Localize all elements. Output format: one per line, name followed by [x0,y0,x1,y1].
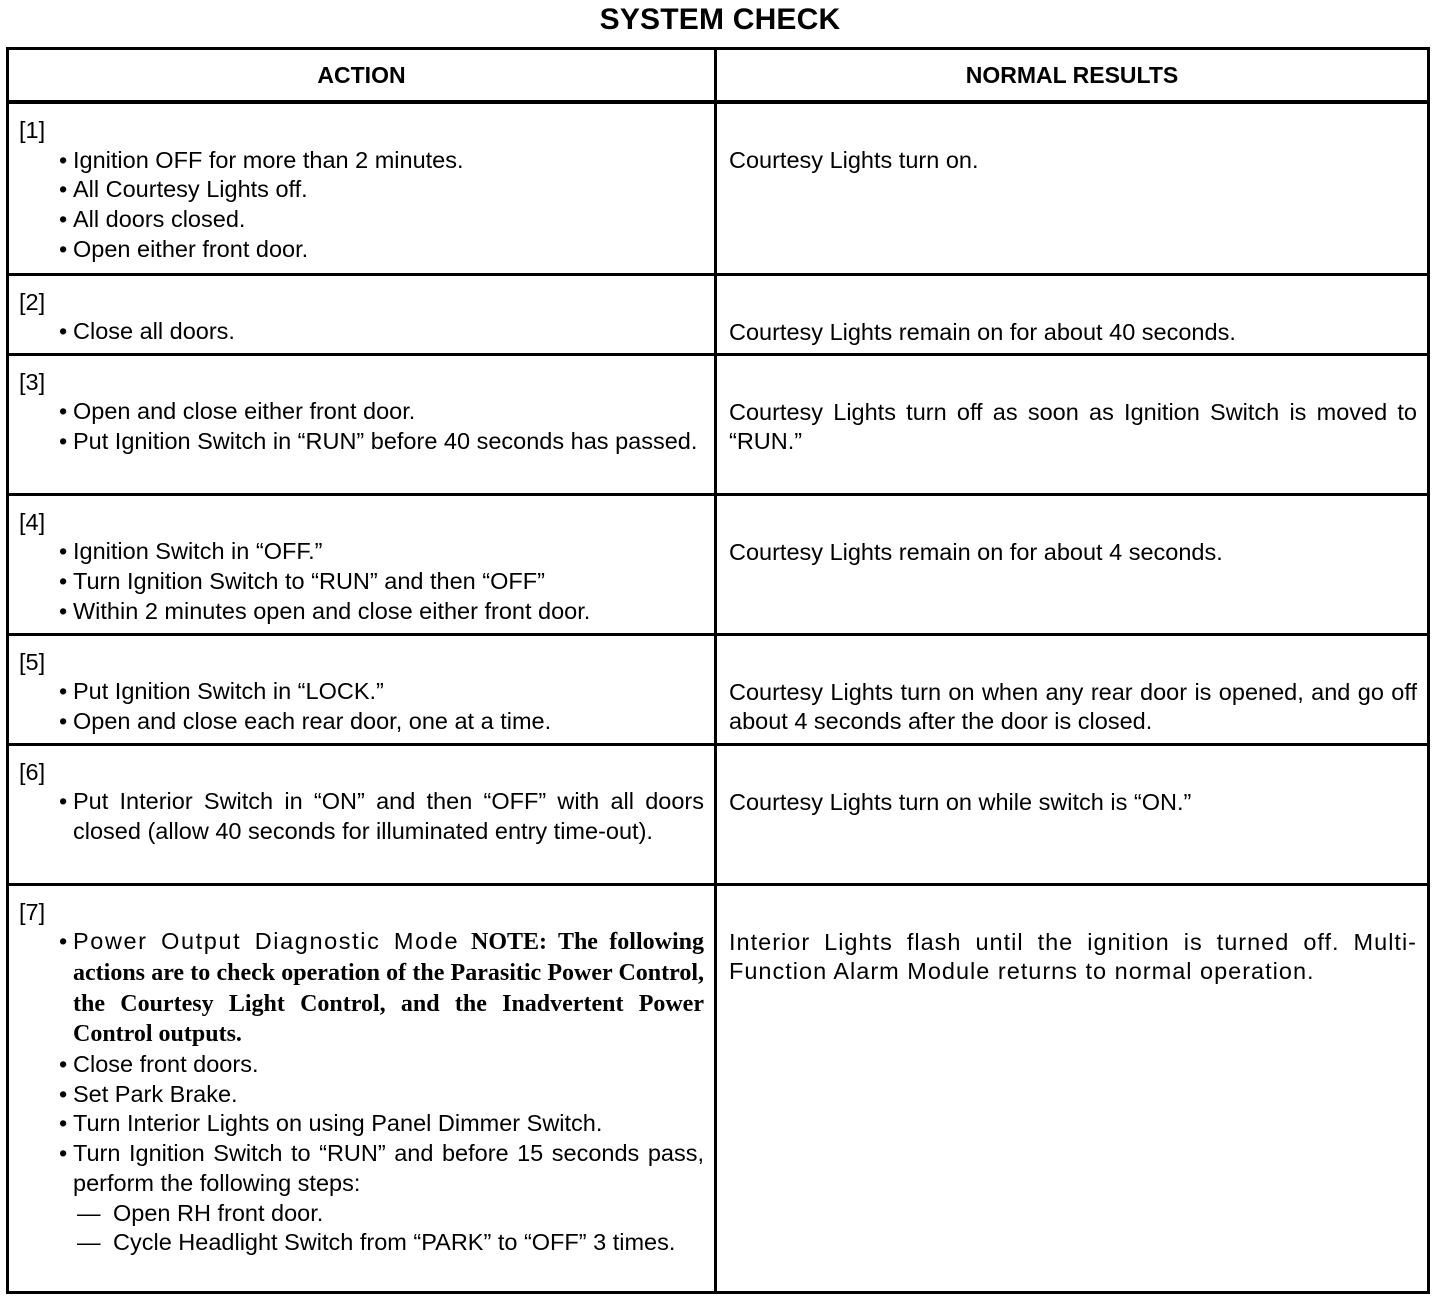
header-normal-results: NORMAL RESULTS [716,49,1429,103]
table-row-2 [8,274,1429,354]
action-cell-4 [8,494,716,634]
sub-step-text: Cycle Headlight Switch from “PARK” to “OFF” 3 times. [113,1229,676,1256]
result-cell-4 [716,494,1429,634]
action-cell-7 [8,884,716,1292]
diagnostic-note: NOTE: The following actions are to check operation of the Parasitic Power Control, the Courtesy Light Control, and the Inadvertent Power Control outputs. [73,929,704,1048]
sub-step-text: Open RH front door. [113,1199,324,1226]
result-text: Courtesy Lights remain on for about 4 seconds. [729,538,1223,565]
action-bullet: • Ignition Switch in “OFF.” [19,537,704,567]
table-row-5 [8,634,1429,744]
result-cell-2 [716,274,1429,354]
result-text: Courtesy Lights remain on for about 40 seconds. [729,318,1236,345]
dash-glyph: — [77,1229,101,1256]
action-bullet: • Within 2 minutes open and close either front door. [19,597,704,627]
action-bullet [19,927,704,1050]
action-cell-5 [8,634,716,744]
table-row-3 [8,354,1429,494]
table-row-1 [8,102,1429,274]
result-text: Interior Lights flash until the ignition is turned off. Multi-Function Alarm Module returns to normal operation. [729,928,1417,985]
table-row-4 [8,494,1429,634]
step-number: [7] [19,898,46,925]
action-cell-3 [8,354,716,494]
step-number: [4] [19,508,46,535]
action-bullet: • Put Ignition Switch in “LOCK.” [19,677,704,707]
table-row-6 [8,744,1429,884]
action-bullet: • Ignition OFF for more than 2 minutes. [19,146,704,176]
header-action: ACTION [8,49,716,103]
result-text: Courtesy Lights turn on while switch is “ON.” [729,788,1192,815]
action-bullet: • Turn Ignition Switch to “RUN” and then “OFF” [19,567,704,597]
action-bullet: • Close all doors. [19,317,704,347]
step-number: [1] [19,117,46,143]
action-bullet: • Set Park Brake. [19,1080,704,1110]
table-row-7 [8,884,1429,1292]
action-bullet: • All doors closed. [19,205,704,235]
action-bullet: • Turn Ignition Switch to “RUN” and before 15 seconds pass, perform the following steps: [19,1139,704,1198]
action-bullet: • Close front doors. [19,1050,704,1080]
action-bullet: • Put Ignition Switch in “RUN” before 40 seconds has passed. [19,427,704,457]
result-text: Courtesy Lights turn off as soon as Ignition Switch is moved to “RUN.” [729,398,1417,455]
action-bullet: • Open and close each rear door, one at a time. [19,707,704,737]
diagnostic-mode-text: Power Output Diagnostic Mode [73,928,460,955]
table-header-row [8,49,1429,103]
step-number: [5] [19,648,46,675]
dash-glyph: — [77,1199,101,1226]
step-number: [2] [19,288,46,315]
result-cell-6 [716,744,1429,884]
sub-step [19,1199,704,1229]
result-cell-5 [716,634,1429,744]
system-check-table [6,47,1430,1294]
action-bullet: • Open and close either front door. [19,397,704,427]
result-cell-1 [716,102,1429,274]
page-title: SYSTEM CHECK [599,3,841,36]
action-cell-1 [8,102,716,274]
action-cell-6 [8,744,716,884]
action-cell-2 [8,274,716,354]
step-number: [3] [19,368,46,395]
result-cell-7 [716,884,1429,1292]
result-text: Courtesy Lights turn on. [729,147,979,173]
action-bullet: • Turn Interior Lights on using Panel Dimmer Switch. [19,1109,704,1139]
result-text: Courtesy Lights turn on when any rear door is opened, and go off about 4 seconds after the door is closed. [729,678,1417,735]
result-cell-3 [716,354,1429,494]
sub-step [19,1228,704,1258]
action-bullet: • All Courtesy Lights off. [19,175,704,205]
step-number: [6] [19,758,46,785]
action-bullet: • Put Interior Switch in “ON” and then “OFF” with all doors closed (allow 40 seconds for illuminated entry time-out). [19,787,704,846]
action-bullet: • Open either front door. [19,235,704,265]
